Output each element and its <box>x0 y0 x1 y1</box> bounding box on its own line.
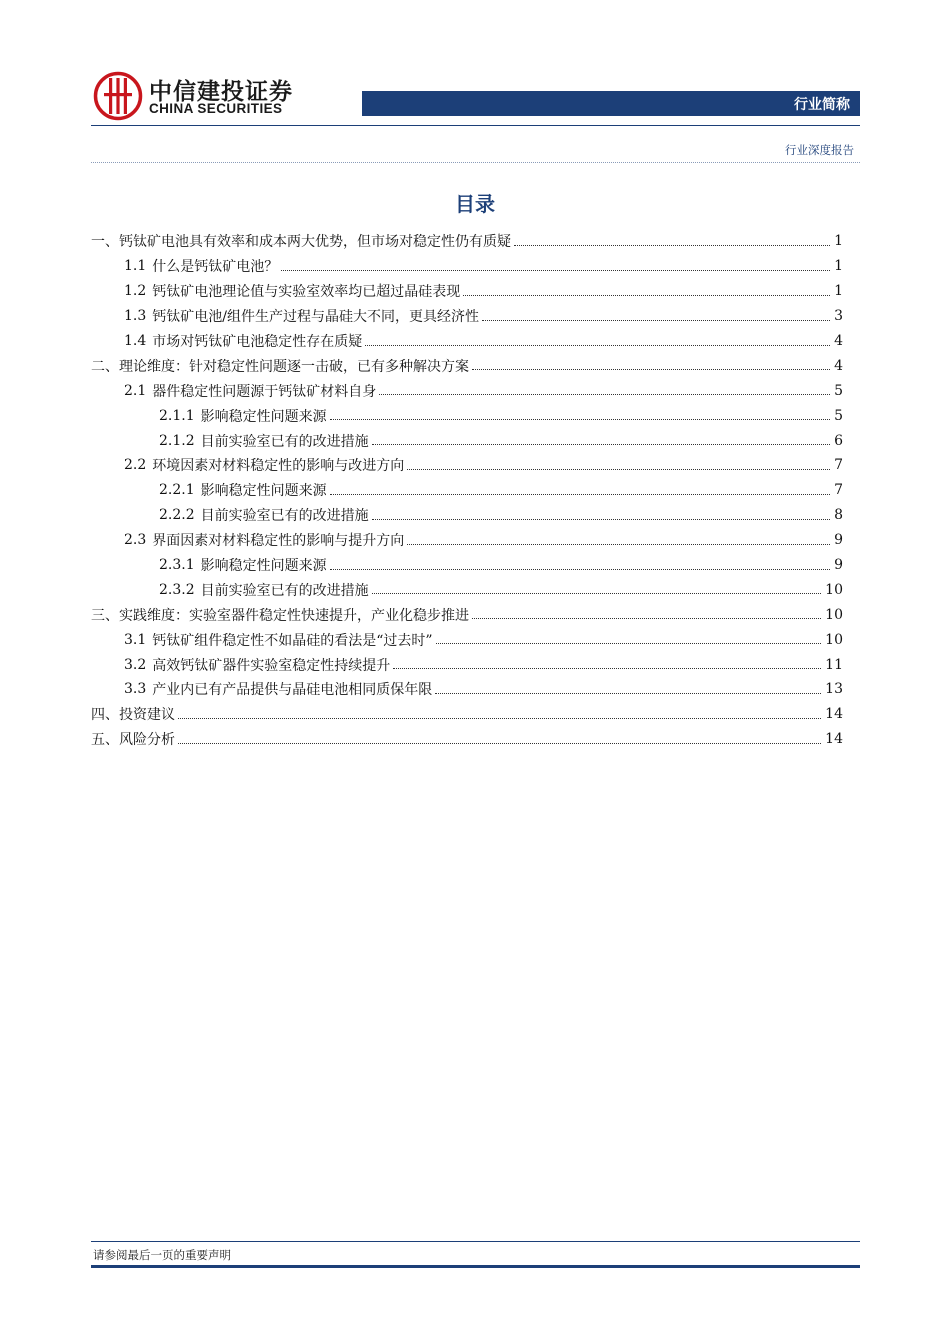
toc-page-number: 1 <box>834 283 843 300</box>
toc-entry-number: 2.2.1 <box>159 482 195 499</box>
toc-entry[interactable] <box>91 602 843 627</box>
toc-entry-title: 目前实验室已有的改进措施 <box>200 508 369 525</box>
toc-entry-number: 1.3 <box>124 308 147 325</box>
toc-entry-number: 1.1 <box>124 258 147 275</box>
toc-entry-number: 3.3 <box>124 681 147 698</box>
toc-dot-leader <box>472 369 830 370</box>
toc-entry[interactable] <box>91 378 843 403</box>
footer-bar <box>91 1265 860 1268</box>
toc-page-number: 13 <box>825 681 843 698</box>
logo-english-name: CHINA SECURITIES <box>149 101 283 116</box>
toc-entry[interactable] <box>91 254 843 279</box>
industry-tag: 行业简称 <box>794 97 850 113</box>
toc-entry-title: 市场对钙钛矿电池稳定性存在质疑 <box>152 334 363 350</box>
toc-page-number: 10 <box>825 606 843 623</box>
toc-page-number: 5 <box>834 407 843 424</box>
toc-entry[interactable] <box>91 279 843 304</box>
toc-dot-leader <box>407 469 830 470</box>
toc-page-number: 5 <box>834 382 843 399</box>
toc-entry-title: 什么是钙钛矿电池？ <box>152 259 279 276</box>
toc-page-number: 7 <box>834 457 843 474</box>
toc-entry[interactable] <box>91 702 843 727</box>
toc-dot-leader <box>472 618 821 619</box>
toc-entry-number: 2.2 <box>124 457 147 474</box>
toc-page-number: 6 <box>834 432 843 449</box>
toc-page-number: 10 <box>825 581 843 598</box>
toc-entry-title: 五、风险分析 <box>91 732 175 749</box>
toc-dot-leader <box>372 444 830 445</box>
toc-entry-title: 一、钙钛矿电池具有效率和成本两大优势，但市场对稳定性仍有质疑 <box>91 234 511 251</box>
toc-entry-title: 钙钛矿电池理论值与实验室效率均已超过晶硅表现 <box>152 284 461 301</box>
toc-entry[interactable] <box>91 503 843 528</box>
toc-entry[interactable] <box>91 478 843 503</box>
toc-dot-leader <box>330 494 830 495</box>
toc-entry-number: 2.2.2 <box>159 507 195 524</box>
toc-page-number: 7 <box>834 482 843 499</box>
company-logo <box>93 71 313 123</box>
toc-entry-number: 2.3.2 <box>159 581 195 598</box>
toc-page-number: 1 <box>834 258 843 275</box>
toc-entry[interactable] <box>91 403 843 428</box>
toc-dot-leader <box>514 245 830 246</box>
toc-entry-title: 环境因素对材料稳定性的影响与改进方向 <box>152 458 405 475</box>
report-type-divider <box>91 162 860 163</box>
toc-entry-number: 2.3 <box>124 532 147 549</box>
toc-entry-title: 钙钛矿组件稳定性不如晶硅的看法是“过去时” <box>152 632 433 649</box>
toc-dot-leader <box>482 320 830 321</box>
toc-dot-leader <box>393 668 821 669</box>
toc-entry[interactable] <box>91 528 843 553</box>
toc-dot-leader <box>178 743 821 744</box>
toc-page-number: 14 <box>825 706 843 723</box>
toc-entry[interactable] <box>91 577 843 602</box>
citic-logo-icon <box>93 71 143 121</box>
logo-chinese-name: 中信建投证券 <box>149 79 293 105</box>
toc-title: 目录 <box>455 192 495 216</box>
toc-entry-title: 四、投资建议 <box>91 707 175 724</box>
toc-entry[interactable] <box>91 453 843 478</box>
toc-page-number: 10 <box>825 631 843 648</box>
toc-dot-leader <box>178 718 821 719</box>
toc-entry-title: 影响稳定性问题来源 <box>200 408 327 425</box>
toc-entry-title: 目前实验室已有的改进措施 <box>200 582 369 599</box>
toc-entry[interactable] <box>91 353 843 378</box>
toc-dot-leader <box>407 544 830 545</box>
toc-entry[interactable] <box>91 553 843 578</box>
toc-entry-title: 钙钛矿电池/组件生产过程与晶硅大不同，更具经济性 <box>152 309 479 326</box>
toc-dot-leader <box>330 569 830 570</box>
toc-entry-number: 2.1 <box>124 382 147 399</box>
toc-dot-leader <box>379 394 830 395</box>
header-divider <box>91 125 860 126</box>
report-type-label: 行业深度报告 <box>785 143 854 157</box>
toc-page-number: 8 <box>834 507 843 524</box>
toc-entry-title: 目前实验室已有的改进措施 <box>200 433 369 450</box>
toc-dot-leader <box>330 419 830 420</box>
toc-page-number: 4 <box>834 333 843 349</box>
toc-entry[interactable] <box>91 652 843 677</box>
toc-entry-title: 界面因素对材料稳定性的影响与提升方向 <box>152 533 405 550</box>
footer-divider <box>91 1241 860 1242</box>
table-of-contents <box>91 229 843 752</box>
toc-entry[interactable] <box>91 677 843 702</box>
toc-dot-leader <box>372 519 830 520</box>
toc-dot-leader <box>435 693 821 694</box>
toc-page-number: 9 <box>834 557 843 574</box>
toc-entry[interactable] <box>91 627 843 652</box>
toc-dot-leader <box>281 270 830 271</box>
footer-disclaimer: 请参阅最后一页的重要声明 <box>93 1248 231 1262</box>
toc-entry-title: 产业内已有产品提供与晶硅电池相同质保年限 <box>152 682 433 699</box>
toc-entry-title: 器件稳定性问题源于钙钛矿材料自身 <box>152 383 377 400</box>
toc-entry[interactable] <box>91 727 843 752</box>
toc-dot-leader <box>365 345 830 346</box>
toc-page-number: 9 <box>834 532 843 549</box>
toc-entry-number: 2.3.1 <box>159 557 195 574</box>
toc-entry[interactable] <box>91 329 843 354</box>
toc-entry-number: 2.1.2 <box>159 432 195 449</box>
toc-page-number: 1 <box>834 233 843 250</box>
toc-page-number: 14 <box>825 731 843 748</box>
toc-page-number: 4 <box>834 357 843 374</box>
toc-entry-title: 高效钙钛矿器件实验室稳定性持续提升 <box>152 657 391 674</box>
toc-entry-title: 影响稳定性问题来源 <box>200 558 327 575</box>
toc-entry-number: 1.4 <box>124 333 147 349</box>
toc-page-number: 11 <box>825 656 843 673</box>
toc-entry-number: 3.1 <box>124 631 147 648</box>
toc-entry[interactable] <box>91 428 843 453</box>
toc-entry-title: 影响稳定性问题来源 <box>200 483 327 500</box>
toc-entry-number: 1.2 <box>124 283 147 300</box>
toc-page-number: 3 <box>834 308 843 325</box>
toc-entry[interactable] <box>91 304 843 329</box>
toc-entry[interactable] <box>91 229 843 254</box>
toc-dot-leader <box>372 593 822 594</box>
toc-entry-title: 二、理论维度：针对稳定性问题逐一击破，已有多种解决方案 <box>91 358 469 375</box>
toc-dot-leader <box>436 643 822 644</box>
toc-dot-leader <box>463 295 830 296</box>
toc-entry-number: 3.2 <box>124 656 147 673</box>
toc-entry-number: 2.1.1 <box>159 407 195 424</box>
header-banner <box>362 91 860 116</box>
toc-entry-title: 三、实践维度：实验室器件稳定性快速提升，产业化稳步推进 <box>91 607 469 624</box>
